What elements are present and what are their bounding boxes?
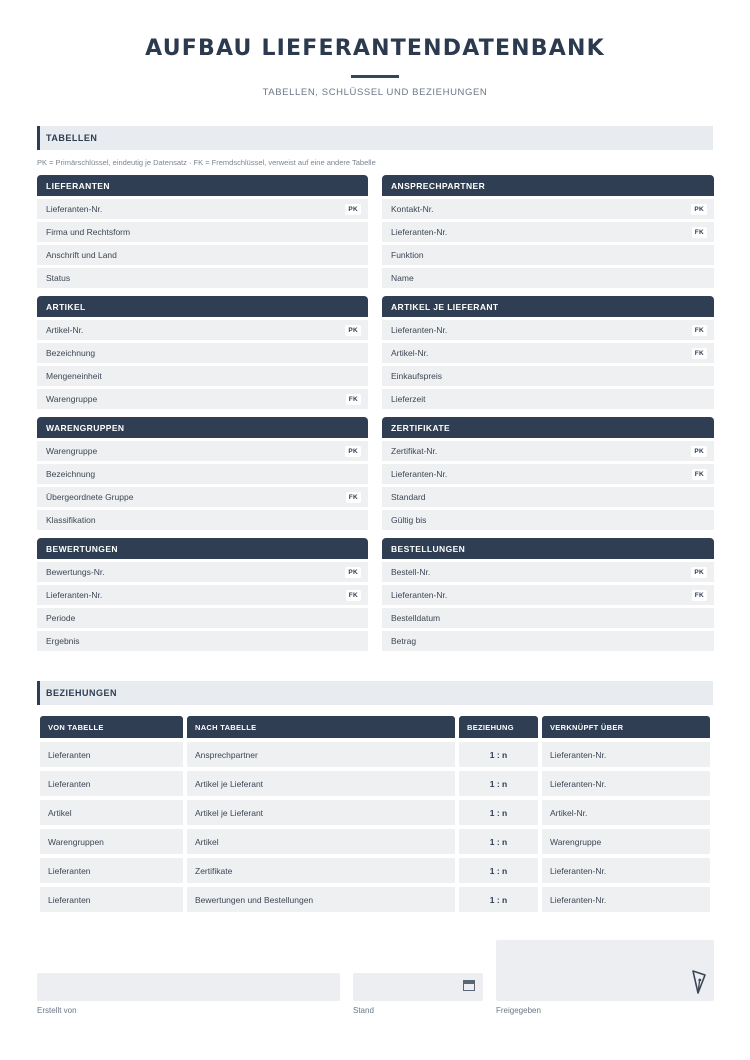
field-label: Bestelldatum (391, 613, 441, 623)
field-label: Kontakt-Nr. (391, 204, 434, 214)
table-name: BESTELLUNGEN (382, 538, 714, 559)
relations-table (40, 716, 710, 912)
title-divider (351, 75, 399, 78)
field-row (37, 631, 368, 651)
field-row (37, 222, 368, 242)
column-header: NACH TABELLE (187, 716, 455, 738)
key-badge: PK (345, 325, 361, 336)
table-card (37, 538, 368, 651)
field-row (37, 464, 368, 484)
field-row (37, 510, 368, 530)
table-card (37, 175, 368, 288)
field-label: Status (46, 273, 71, 283)
field-row (382, 510, 714, 530)
field-label: Ergebnis (46, 636, 80, 646)
key-badge: PK (691, 446, 707, 457)
created-by-label: Erstellt von (37, 1006, 77, 1015)
table-cell: Lieferanten (40, 887, 183, 912)
table-cell: Lieferanten (40, 771, 183, 796)
table-name: ZERTIFIKATE (382, 417, 714, 438)
field-row (37, 320, 368, 340)
table-cell: Lieferanten (40, 742, 183, 767)
tables-grid (37, 175, 714, 651)
table-cell: Lieferanten-Nr. (542, 858, 710, 883)
field-row (37, 268, 368, 288)
table-cell: Lieferanten-Nr. (542, 887, 710, 912)
table-name: ARTIKEL JE LIEFERANT (382, 296, 714, 317)
field-row (37, 245, 368, 265)
field-label: Warengruppe (46, 394, 98, 404)
field-label: Bezeichnung (46, 469, 96, 479)
field-row (382, 562, 714, 582)
table-cell: Warengruppen (40, 829, 183, 854)
field-row (382, 268, 714, 288)
field-label: Artikel-Nr. (46, 325, 84, 335)
table-cell: Lieferanten-Nr. (542, 742, 710, 767)
field-label: Anschrift und Land (46, 250, 117, 260)
field-row (382, 245, 714, 265)
field-row (37, 389, 368, 409)
field-label: Standard (391, 492, 426, 502)
table-cell: Lieferanten-Nr. (542, 771, 710, 796)
table-cell: Artikel-Nr. (542, 800, 710, 825)
table-cell: Lieferanten (40, 858, 183, 883)
field-row (382, 320, 714, 340)
table-cell: 1 : n (459, 887, 538, 912)
field-row (37, 487, 368, 507)
field-row (382, 222, 714, 242)
table-name: LIEFERANTEN (37, 175, 368, 196)
key-badge: FK (692, 590, 707, 601)
field-row (382, 366, 714, 386)
page-subtitle: TABELLEN, SCHLÜSSEL UND BEZIEHUNGEN (262, 87, 488, 98)
field-row (382, 608, 714, 628)
table-cell: Ansprechpartner (187, 742, 455, 767)
field-row (37, 585, 368, 605)
field-label: Gültig bis (391, 515, 427, 525)
key-legend: PK = Primärschlüssel, eindeutig je Datensatz · FK = Fremdschlüssel, verweist auf eine andere Tabelle (37, 158, 376, 167)
page-title: AUFBAU LIEFERANTENDATENBANK (145, 36, 605, 61)
field-label: Warengruppe (46, 446, 98, 456)
calendar-icon[interactable] (463, 980, 475, 991)
table-card (37, 296, 368, 409)
table-cell: Artikel (40, 800, 183, 825)
key-badge: PK (691, 567, 707, 578)
field-label: Lieferanten-Nr. (46, 590, 103, 600)
field-row (37, 608, 368, 628)
key-badge: PK (345, 204, 361, 215)
table-card (382, 538, 714, 651)
field-label: Bestell-Nr. (391, 567, 431, 577)
field-label: Bewertungs-Nr. (46, 567, 105, 577)
table-cell: 1 : n (459, 800, 538, 825)
table-card (37, 417, 368, 530)
key-badge: FK (692, 469, 707, 480)
field-label: Lieferzeit (391, 394, 426, 404)
section-heading-label: TABELLEN (46, 133, 98, 143)
table-cell: Artikel je Lieferant (187, 800, 455, 825)
field-label: Firma und Rechtsform (46, 227, 131, 237)
field-row (382, 585, 714, 605)
key-badge: PK (691, 204, 707, 215)
approval-signature-field[interactable] (496, 940, 714, 1001)
table-cell: Warengruppe (542, 829, 710, 854)
table-card (382, 417, 714, 530)
table-cell: Artikel (187, 829, 455, 854)
field-row (382, 487, 714, 507)
pen-nib-icon (690, 969, 708, 995)
key-badge: FK (346, 590, 361, 601)
field-label: Funktion (391, 250, 424, 260)
table-card (382, 175, 714, 288)
field-row (382, 464, 714, 484)
table-name: BEWERTUNGEN (37, 538, 368, 559)
table-cell: 1 : n (459, 858, 538, 883)
column-header: VON TABELLE (40, 716, 183, 738)
key-badge: FK (692, 325, 707, 336)
table-name: ANSPRECHPARTNER (382, 175, 714, 196)
table-cell: 1 : n (459, 742, 538, 767)
field-label: Lieferanten-Nr. (46, 204, 103, 214)
key-badge: FK (692, 348, 707, 359)
key-badge: PK (345, 446, 361, 457)
field-label: Bezeichnung (46, 348, 96, 358)
field-label: Artikel-Nr. (391, 348, 429, 358)
table-name: ARTIKEL (37, 296, 368, 317)
table-cell: Zertifikate (187, 858, 455, 883)
date-label: Stand (353, 1006, 374, 1015)
field-row (37, 441, 368, 461)
field-label: Übergeordnete Gruppe (46, 492, 134, 502)
field-row (37, 366, 368, 386)
field-label: Lieferanten-Nr. (391, 325, 448, 335)
table-cell: Artikel je Lieferant (187, 771, 455, 796)
section-heading-label: BEZIEHUNGEN (46, 688, 118, 698)
table-cell: Bewertungen und Bestellungen (187, 887, 455, 912)
column-header: VERKNÜPFT ÜBER (542, 716, 710, 738)
field-label: Klassifikation (46, 515, 96, 525)
key-badge: FK (346, 394, 361, 405)
date-field[interactable] (353, 973, 483, 1001)
section-accent-bar (37, 681, 40, 705)
field-row (37, 343, 368, 363)
table-cell: 1 : n (459, 829, 538, 854)
field-label: Betrag (391, 636, 417, 646)
field-label: Lieferanten-Nr. (391, 469, 448, 479)
field-row (382, 441, 714, 461)
section-heading-tables (37, 126, 713, 150)
column-header: BEZIEHUNG (459, 716, 538, 738)
field-row (382, 343, 714, 363)
table-name: WARENGRUPPEN (37, 417, 368, 438)
created-by-field[interactable] (37, 973, 340, 1001)
field-label: Name (391, 273, 414, 283)
field-row (37, 562, 368, 582)
field-label: Periode (46, 613, 76, 623)
field-label: Mengeneinheit (46, 371, 102, 381)
key-badge: FK (692, 227, 707, 238)
field-label: Lieferanten-Nr. (391, 227, 448, 237)
field-label: Einkaufspreis (391, 371, 443, 381)
section-accent-bar (37, 126, 40, 150)
key-badge: FK (346, 492, 361, 503)
table-cell: 1 : n (459, 771, 538, 796)
key-badge: PK (345, 567, 361, 578)
field-row (382, 631, 714, 651)
field-row (382, 389, 714, 409)
field-label: Lieferanten-Nr. (391, 590, 448, 600)
approved-label: Freigegeben (496, 1006, 541, 1015)
field-row (382, 199, 714, 219)
table-card (382, 296, 714, 409)
field-row (37, 199, 368, 219)
field-label: Zertifikat-Nr. (391, 446, 438, 456)
section-heading-relations (37, 681, 713, 705)
